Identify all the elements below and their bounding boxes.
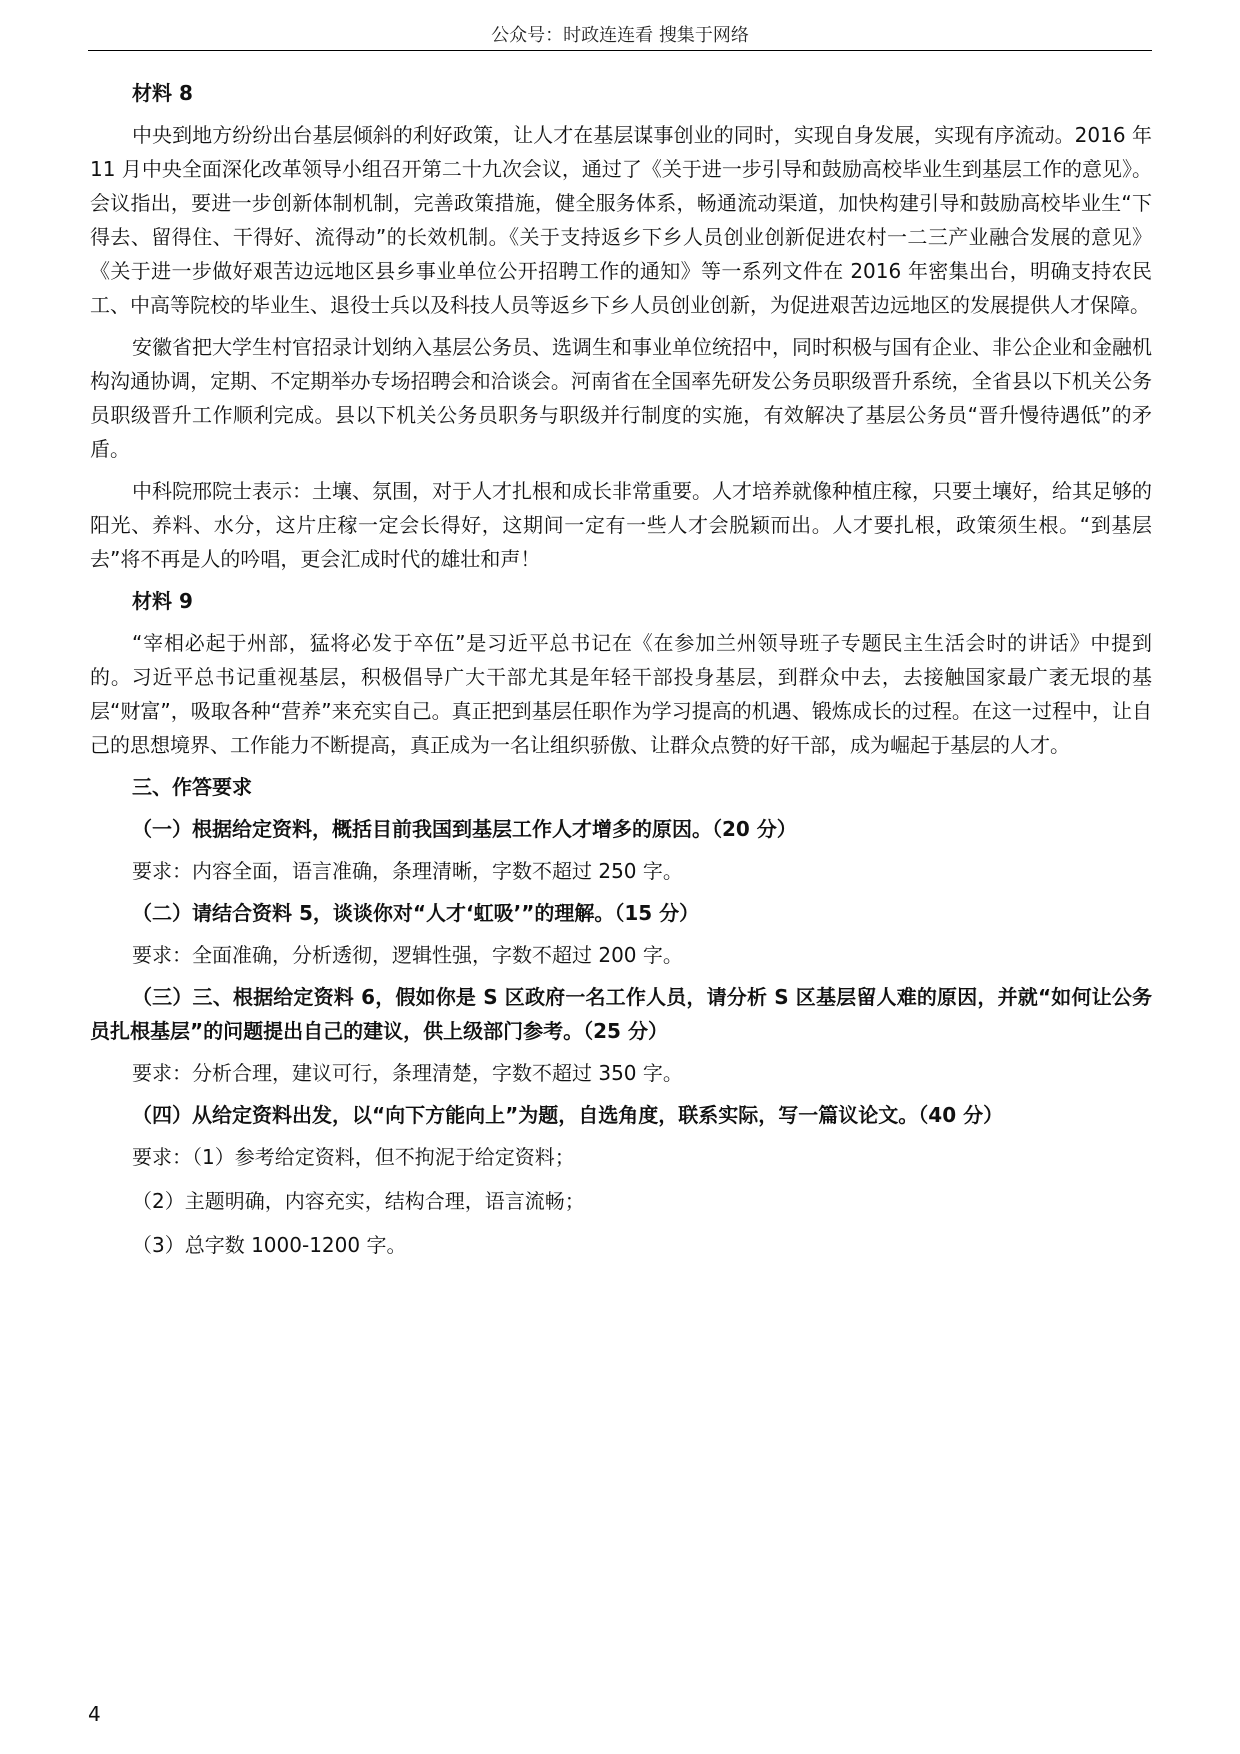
material-8-paragraph-2: 安徽省把大学生村官招录计划纳入基层公务员、选调生和事业单位统招中，同时积极与国有企业、非公企业和金融机构沟通协调，定期、不定期举办专场招聘会和洽谈会。河南省在全国率先研发公务员职级晋升系统，全省县以下机关公务员职级晋升工作顺利完成。县以下机关公务员职务与职级并行制度的实施，有效解决了基层公务员“晋升慢待遇低”的矛盾。 [90,335,1152,461]
header-divider [88,50,1152,51]
material-9-title: 材料 9 [132,589,193,613]
question-4-requirement-2: （2）主题明确，内容充实，结构合理，语言流畅； [132,1189,585,1213]
material-9-paragraph-1: “宰相必起于州部，猛将必发于卒伍”是习近平总书记在《在参加兰州领导班子专题民主生活会时的讲话》中提到的。习近平总书记重视基层，积极倡导广大干部尤其是年轻干部投身基层，到群众中去，去接触国家最广袤无垠的基层“财富”，吸取各种“营养”来充实自己。真正把到基层任职作为学习提高的机遇、锻炼成长的过程。在这一过程中，让自己的思想境界、工作能力不断提高，真正成为一名让组织骄傲、让群众点赞的好干部，成为崛起于基层的人才。 [90,631,1152,757]
question-4-requirement-3: （3）总字数 1000-1200 字。 [132,1233,407,1257]
question-3-requirement: 要求：分析合理，建议可行，条理清楚，字数不超过 350 字。 [132,1061,683,1085]
question-1-requirement: 要求：内容全面，语言准确，条理清晰，字数不超过 250 字。 [132,859,683,883]
question-2-requirement: 要求：全面准确，分析透彻，逻辑性强，字数不超过 200 字。 [132,943,683,967]
requirements-title: 三、作答要求 [132,775,252,799]
question-2: （二）请结合资料 5，谈谈你对“人才‘虹吸’”的理解。（15 分） [132,901,700,925]
question-1: （一）根据给定资料，概括目前我国到基层工作人才增多的原因。（20 分） [132,817,797,841]
material-8-paragraph-1: 中央到地方纷纷出台基层倾斜的利好政策，让人才在基层谋事创业的同时，实现自身发展，实现有序流动。2016 年 11 月中央全面深化改革领导小组召开第二十九次会议，通过了《关于进一步引导和鼓励高校毕业生到基层工作的意见》。会议指出，要进一步创新体制机制，完善政策措施，健全服务体系，畅通流动渠道，加快构建引导和鼓励高校毕业生“下得去、留得住、干得好、流得动”的长效机制。《关于支持返乡下乡人员创业创新促进农村一二三产业融合发展的意见》《关于进一步做好艰苦边远地区县乡事业单位公开招聘工作的通知》等一系列文件在 2016 年密集出台，明确支持农民工、中高等院校的毕业生、退役士兵以及科技人员等返乡下乡人员创业创新，为促进艰苦边远地区的发展提供人才保障。 [90,123,1152,317]
page-header: 公众号：时政连连看 搜集于网络 [491,25,749,46]
page-number: 4 [88,1702,101,1726]
question-4: （四）从给定资料出发，以“向下方能向上”为题，自选角度，联系实际，写一篇议论文。（40 分） [132,1103,1004,1127]
material-8-title: 材料 8 [132,81,193,105]
document-body [90,76,1152,1272]
question-3: （三）三、根据给定资料 6，假如你是 S 区政府一名工作人员，请分析 S 区基层留人难的原因，并就“如何让公务员扎根基层”的问题提出自己的建议，供上级部门参考。（25 分） [90,985,1152,1043]
question-4-requirement-1: 要求：（1）参考给定资料，但不拘泥于给定资料； [132,1145,575,1169]
material-8-paragraph-3: 中科院邢院士表示：土壤、氛围，对于人才扎根和成长非常重要。人才培养就像种植庄稼，只要土壤好，给其足够的阳光、养料、水分，这片庄稼一定会长得好，这期间一定有一些人才会脱颖而出。人才要扎根，政策须生根。“到基层去”将不再是人的吟唱，更会汇成时代的雄壮和声！ [90,479,1152,571]
